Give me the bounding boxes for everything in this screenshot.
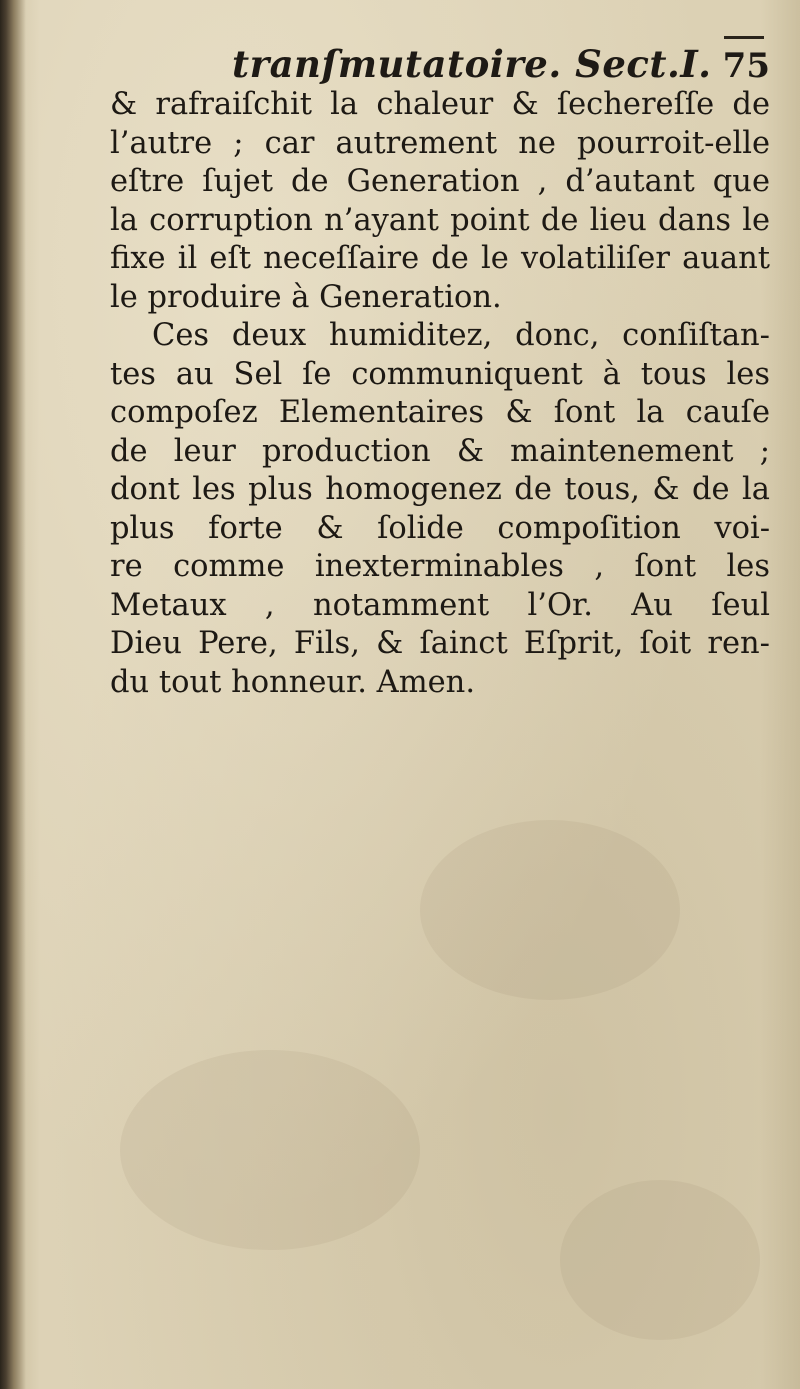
paragraph-1 [110,86,770,317]
page-number-rule [724,36,764,39]
text-line: le produire à Generation. [110,279,502,315]
paper-stain [560,1180,760,1340]
text-line: plus forte & ſolide compoſition voi- [110,510,770,546]
text-line: tes au Sel ſe communiquent à tous les [110,356,770,392]
paragraph-2 [110,317,770,702]
text-line: dont les plus homogenez de tous, & de la [110,472,770,507]
text-line: Metaux , notamment l’Or. Au ſeul [110,587,770,623]
text-line: & rafraiſchit la chaleur & ſechereſſe de [110,87,770,122]
text-line: de leur production & maintenement ; [110,433,770,469]
text-line: Ces deux humiditez, donc, conſiſtan- [152,318,770,353]
text-line: l’autre ; car autrement ne pourroit-elle [110,125,770,161]
book-spine-shadow [0,0,26,1389]
body-text [110,86,770,702]
running-title: tranſmutatoire. Sect.I. [232,42,712,86]
paper-stain [420,820,680,1000]
text-line: la corruption n’ayant point de lieu dans le [110,202,770,238]
page-number: 75 [722,46,770,86]
text-line: re comme inexterminables , ſont les [110,549,770,584]
text-line: fixe il eſt neceſſaire de le volatiliſer auant [110,241,770,276]
text-line: eſtre ſujet de Generation , d’autant que [110,164,770,199]
text-line: du tout honneur. Amen. [110,664,476,700]
paper-stain [120,1050,420,1250]
text-line: Dieu Pere, Fils, & ſainct Eſprit, ſoit ren- [110,626,770,661]
text-line: compoſez Elementaires & ſont la cauſe [110,395,770,430]
